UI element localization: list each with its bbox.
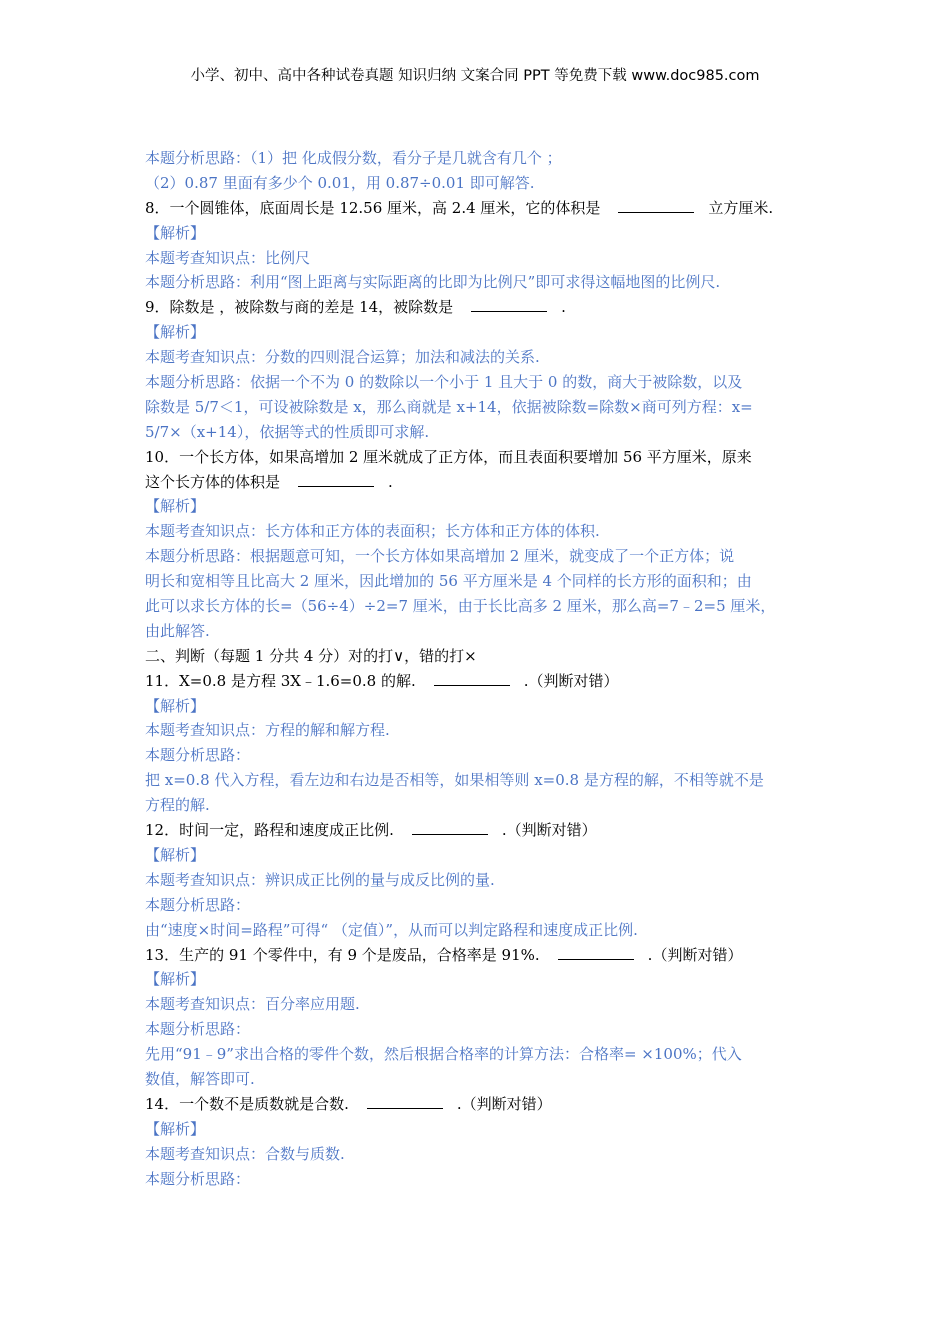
- page-header: 小学、初中、高中各种试卷真题 知识归纳 文案合同 PPT 等免费下载 www.doc985.com: [190, 68, 760, 84]
- question-text: 9．除数是 ，被除数与商的差是 14，被除数是: [145, 298, 454, 317]
- question-13: [145, 943, 815, 968]
- answer-blank[interactable]: [412, 819, 488, 835]
- answer-blank[interactable]: [558, 944, 634, 960]
- analysis-label: 本题分析思路：: [145, 895, 251, 914]
- answer-blank[interactable]: [618, 197, 694, 213]
- document-body: [145, 146, 815, 1191]
- analysis-label: 本题分析思路：: [145, 1169, 251, 1188]
- analysis-label: 本题分析思路：: [145, 746, 251, 765]
- knowledge-point: 本题考查知识点：分数的四则混合运算；加法和减法的关系.: [145, 348, 540, 367]
- knowledge-point: 本题考查知识点：长方体和正方体的表面积；长方体和正方体的体积.: [145, 522, 600, 541]
- solution-heading: 【解析】: [145, 223, 206, 242]
- knowledge-point: 本题考查知识点：百分率应用题.: [145, 995, 360, 1014]
- question-text: 11．X=0.8 是方程 3X﹣1.6=0.8 的解.: [145, 671, 416, 690]
- analysis-line: 由此解答.: [145, 621, 210, 640]
- analysis-line: 把 x=0.8 代入方程，看左边和右边是否相等，如果相等则 x=0.8 是方程的解，不相等就不是: [145, 771, 764, 790]
- question-10-cont: [145, 470, 815, 495]
- question-9: [145, 295, 815, 320]
- question-text-tail: .: [388, 472, 393, 491]
- analysis-line: 本题分析思路：利用“图上距离与实际距离的比即为比例尺”即可求得这幅地图的比例尺.: [145, 273, 721, 292]
- question-text-tail: .（判断对错）: [501, 821, 597, 840]
- analysis-line: 数值，解答即可.: [145, 1069, 255, 1088]
- question-text: 14．一个数不是质数就是合数.: [145, 1094, 349, 1113]
- analysis-line: 本题分析思路：（1）把 化成假分数，看分子是几就含有几个 ；: [145, 149, 562, 167]
- answer-blank[interactable]: [434, 670, 510, 686]
- analysis-line: （2）0.87 里面有多少个 0.01，用 0.87÷0.01 即可解答.: [145, 173, 535, 192]
- section-heading: 二、判断（每题 1 分共 4 分）对的打∨，错的打×: [145, 646, 477, 665]
- knowledge-point: 本题考查知识点：比例尺: [145, 248, 311, 267]
- question-text-tail: 立方厘米.: [708, 198, 774, 217]
- analysis-line: 5/7×（x+14），依据等式的性质即可求解.: [145, 422, 430, 441]
- analysis-line: 除数是 5/7＜1，可设被除数是 x，那么商就是 x+14，依据被除数=除数×商可列方程：x=: [145, 397, 753, 416]
- question-text-tail: .（判断对错）: [523, 671, 619, 690]
- solution-heading: 【解析】: [145, 970, 206, 989]
- solution-heading: 【解析】: [145, 323, 206, 342]
- question-text-tail: .: [561, 298, 566, 317]
- analysis-line: 由“速度×时间=路程”可得“ （定值）”，从而可以判定路程和速度成正比例.: [145, 920, 638, 939]
- answer-blank[interactable]: [298, 471, 374, 487]
- answer-blank[interactable]: [367, 1093, 443, 1109]
- knowledge-point: 本题考查知识点：辨识成正比例的量与成反比例的量.: [145, 870, 495, 889]
- solution-heading: 【解析】: [145, 696, 206, 715]
- analysis-label: 本题分析思路：: [145, 1020, 251, 1039]
- question-11: [145, 669, 815, 694]
- question-14: [145, 1092, 815, 1117]
- solution-heading: 【解析】: [145, 845, 206, 864]
- answer-blank[interactable]: [471, 296, 547, 312]
- analysis-line: 此可以求长方体的长=（56÷4）÷2=7 厘米，由于长比高多 2 厘米，那么高=7﹣2=5 厘米，: [145, 597, 776, 616]
- question-12: [145, 818, 815, 843]
- analysis-line: 明长和宽相等且比高大 2 厘米，因此增加的 56 平方厘米是 4 个同样的长方形的面积和；由: [145, 572, 752, 591]
- analysis-line: 先用“91﹣9”求出合格的零件个数，然后根据合格率的计算方法：合格率= ×100%；代入: [145, 1045, 742, 1064]
- analysis-line: 本题分析思路：依据一个不为 0 的数除以一个小于 1 且大于 0 的数，商大于被除数，以及: [145, 373, 743, 392]
- question-text-tail: .（判断对错）: [456, 1094, 552, 1113]
- question-text-tail: .（判断对错）: [647, 945, 743, 964]
- analysis-line: 本题分析思路：根据题意可知，一个长方体如果高增加 2 厘米，就变成了一个正方体；说: [145, 547, 735, 566]
- knowledge-point: 本题考查知识点：合数与质数.: [145, 1144, 345, 1163]
- solution-heading: 【解析】: [145, 497, 206, 516]
- question-10: 10．一个长方体，如果高增加 2 厘米就成了正方体，而且表面积要增加 56 平方厘米，原来: [145, 447, 752, 466]
- analysis-line: 方程的解.: [145, 796, 210, 815]
- question-text: 12．时间一定，路程和速度成正比例.: [145, 821, 394, 840]
- question-8: [145, 196, 815, 221]
- solution-heading: 【解析】: [145, 1119, 206, 1138]
- knowledge-point: 本题考查知识点：方程的解和解方程.: [145, 721, 390, 740]
- question-text: 8．一个圆锥体，底面周长是 12.56 厘米，高 2.4 厘米，它的体积是: [145, 198, 601, 217]
- question-text: 这个长方体的体积是: [145, 472, 281, 491]
- question-text: 13．生产的 91 个零件中，有 9 个是废品，合格率是 91%.: [145, 945, 540, 964]
